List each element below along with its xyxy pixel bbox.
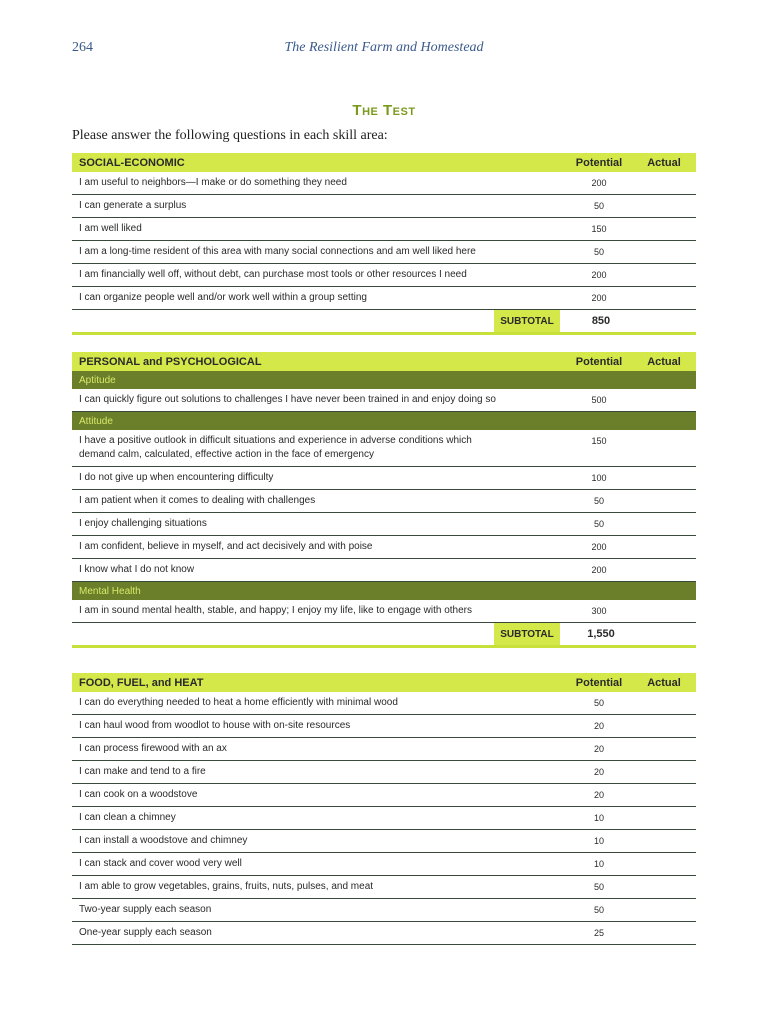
food-fuel-heat-table — [72, 673, 696, 945]
potential-value: 200 — [591, 178, 607, 188]
subtotal-row — [72, 310, 696, 335]
table-row — [72, 490, 696, 513]
table-row — [72, 513, 696, 536]
table-row — [72, 761, 696, 784]
table-title: PERSONAL and PSYCHOLOGICAL — [79, 355, 262, 368]
table-row — [72, 899, 696, 922]
table-row — [72, 241, 696, 264]
running-header — [0, 40, 768, 60]
potential-column-header: Potential — [575, 156, 623, 169]
table-row — [72, 172, 696, 195]
question: I am well liked — [79, 223, 142, 234]
potential-column-header: Potential — [575, 355, 623, 368]
table-row — [72, 467, 696, 490]
table-row — [72, 195, 696, 218]
table-title: SOCIAL-ECONOMIC — [79, 156, 185, 169]
intro-text: Please answer the following questions in each skill area: — [72, 128, 388, 143]
potential-value: 100 — [591, 473, 607, 483]
subtotal-label: SUBTOTAL — [494, 623, 560, 645]
question: I can stack and cover wood very well — [79, 858, 242, 869]
question: I am a long-time resident of this area with many social connections and am well liked here — [79, 246, 476, 257]
potential-value: 25 — [593, 928, 604, 938]
potential-value: 20 — [593, 790, 604, 800]
question: I know what I do not know — [79, 564, 195, 575]
question: I can install a woodstove and chimney — [79, 835, 248, 846]
potential-value: 300 — [591, 606, 607, 616]
potential-value: 50 — [593, 905, 604, 915]
question: I can clean a chimney — [79, 812, 176, 823]
potential-value: 20 — [593, 744, 604, 754]
table-row — [72, 876, 696, 899]
potential-value: 50 — [593, 247, 604, 257]
potential-value: 50 — [593, 201, 604, 211]
table-row — [72, 559, 696, 582]
potential-value: 20 — [593, 767, 604, 777]
table-row — [72, 807, 696, 830]
table-header — [72, 673, 696, 692]
table-header — [72, 153, 696, 172]
table-row — [72, 922, 696, 945]
subcategory-aptitude: Aptitude — [72, 371, 696, 389]
book-title: The Resilient Farm and Homestead — [284, 40, 484, 55]
question: I am financially well off, without debt, can purchase most tools or other resources I need — [79, 269, 467, 280]
question: I am in sound mental health, stable, and happy; I enjoy my life, like to engage with others — [79, 605, 473, 616]
subtotal-label: SUBTOTAL — [494, 310, 560, 332]
potential-value: 200 — [591, 270, 607, 280]
potential-value: 50 — [593, 698, 604, 708]
subtotal-value: 1,550 — [587, 628, 615, 640]
potential-value: 50 — [593, 496, 604, 506]
table-row — [72, 430, 696, 467]
table-row — [72, 600, 696, 623]
table-row — [72, 738, 696, 761]
personal-psychological-table — [72, 352, 696, 648]
question: I can process firewood with an ax — [79, 743, 227, 754]
question: I am able to grow vegetables, grains, fruits, nuts, pulses, and meat — [79, 881, 374, 892]
potential-value: 20 — [593, 721, 604, 731]
question: I do not give up when encountering difficulty — [79, 472, 274, 483]
question: I am patient when it comes to dealing with challenges — [79, 495, 316, 506]
subcategory-mental-health: Mental Health — [72, 582, 696, 600]
potential-value: 200 — [591, 565, 607, 575]
section-heading: The Test — [352, 102, 416, 119]
question: I am confident, believe in myself, and act decisively and with poise — [79, 541, 373, 552]
question: I can quickly figure out solutions to challenges I have never been trained in and enjoy doing so — [79, 394, 496, 405]
question: Two-year supply each season — [79, 904, 212, 915]
subtotal-row — [72, 623, 696, 648]
actual-column-header: Actual — [647, 156, 681, 169]
question: I have a positive outlook in difficult situations and experience in adverse conditions which demand calm, calculated, effective action in the face of emergency — [79, 435, 472, 460]
question: One-year supply each season — [79, 927, 212, 938]
actual-column-header: Actual — [647, 355, 681, 368]
potential-value: 10 — [593, 813, 604, 823]
question: I am useful to neighbors—I make or do something they need — [79, 177, 347, 188]
question: I can make and tend to a fire — [79, 766, 206, 777]
page-number: 264 — [72, 40, 93, 55]
table-row — [72, 830, 696, 853]
question: I can do everything needed to heat a home efficiently with minimal wood — [79, 697, 398, 708]
potential-column-header: Potential — [575, 676, 623, 689]
question: I can haul wood from woodlot to house with on-site resources — [79, 720, 351, 731]
potential-value: 200 — [591, 293, 607, 303]
question: I can generate a surplus — [79, 200, 187, 211]
table-row — [72, 715, 696, 738]
table-title: FOOD, FUEL, and HEAT — [79, 676, 204, 689]
table-row — [72, 218, 696, 241]
potential-value: 10 — [593, 859, 604, 869]
potential-value: 500 — [591, 395, 607, 405]
table-row — [72, 784, 696, 807]
table-row — [72, 692, 696, 715]
subcategory-attitude: Attitude — [72, 412, 696, 430]
question: I can organize people well and/or work well within a group setting — [79, 292, 367, 303]
social-economic-table — [72, 153, 696, 335]
potential-value: 200 — [591, 542, 607, 552]
potential-value: 150 — [591, 436, 607, 446]
actual-column-header: Actual — [647, 676, 681, 689]
table-row — [72, 389, 696, 412]
potential-value: 50 — [593, 519, 604, 529]
potential-value: 150 — [591, 224, 607, 234]
question: I can cook on a woodstove — [79, 789, 198, 800]
table-header — [72, 352, 696, 371]
table-row — [72, 264, 696, 287]
potential-value: 10 — [593, 836, 604, 846]
table-row — [72, 287, 696, 310]
subtotal-value: 850 — [591, 315, 611, 327]
potential-value: 50 — [593, 882, 604, 892]
question: I enjoy challenging situations — [79, 518, 207, 529]
table-row — [72, 536, 696, 559]
table-row — [72, 853, 696, 876]
